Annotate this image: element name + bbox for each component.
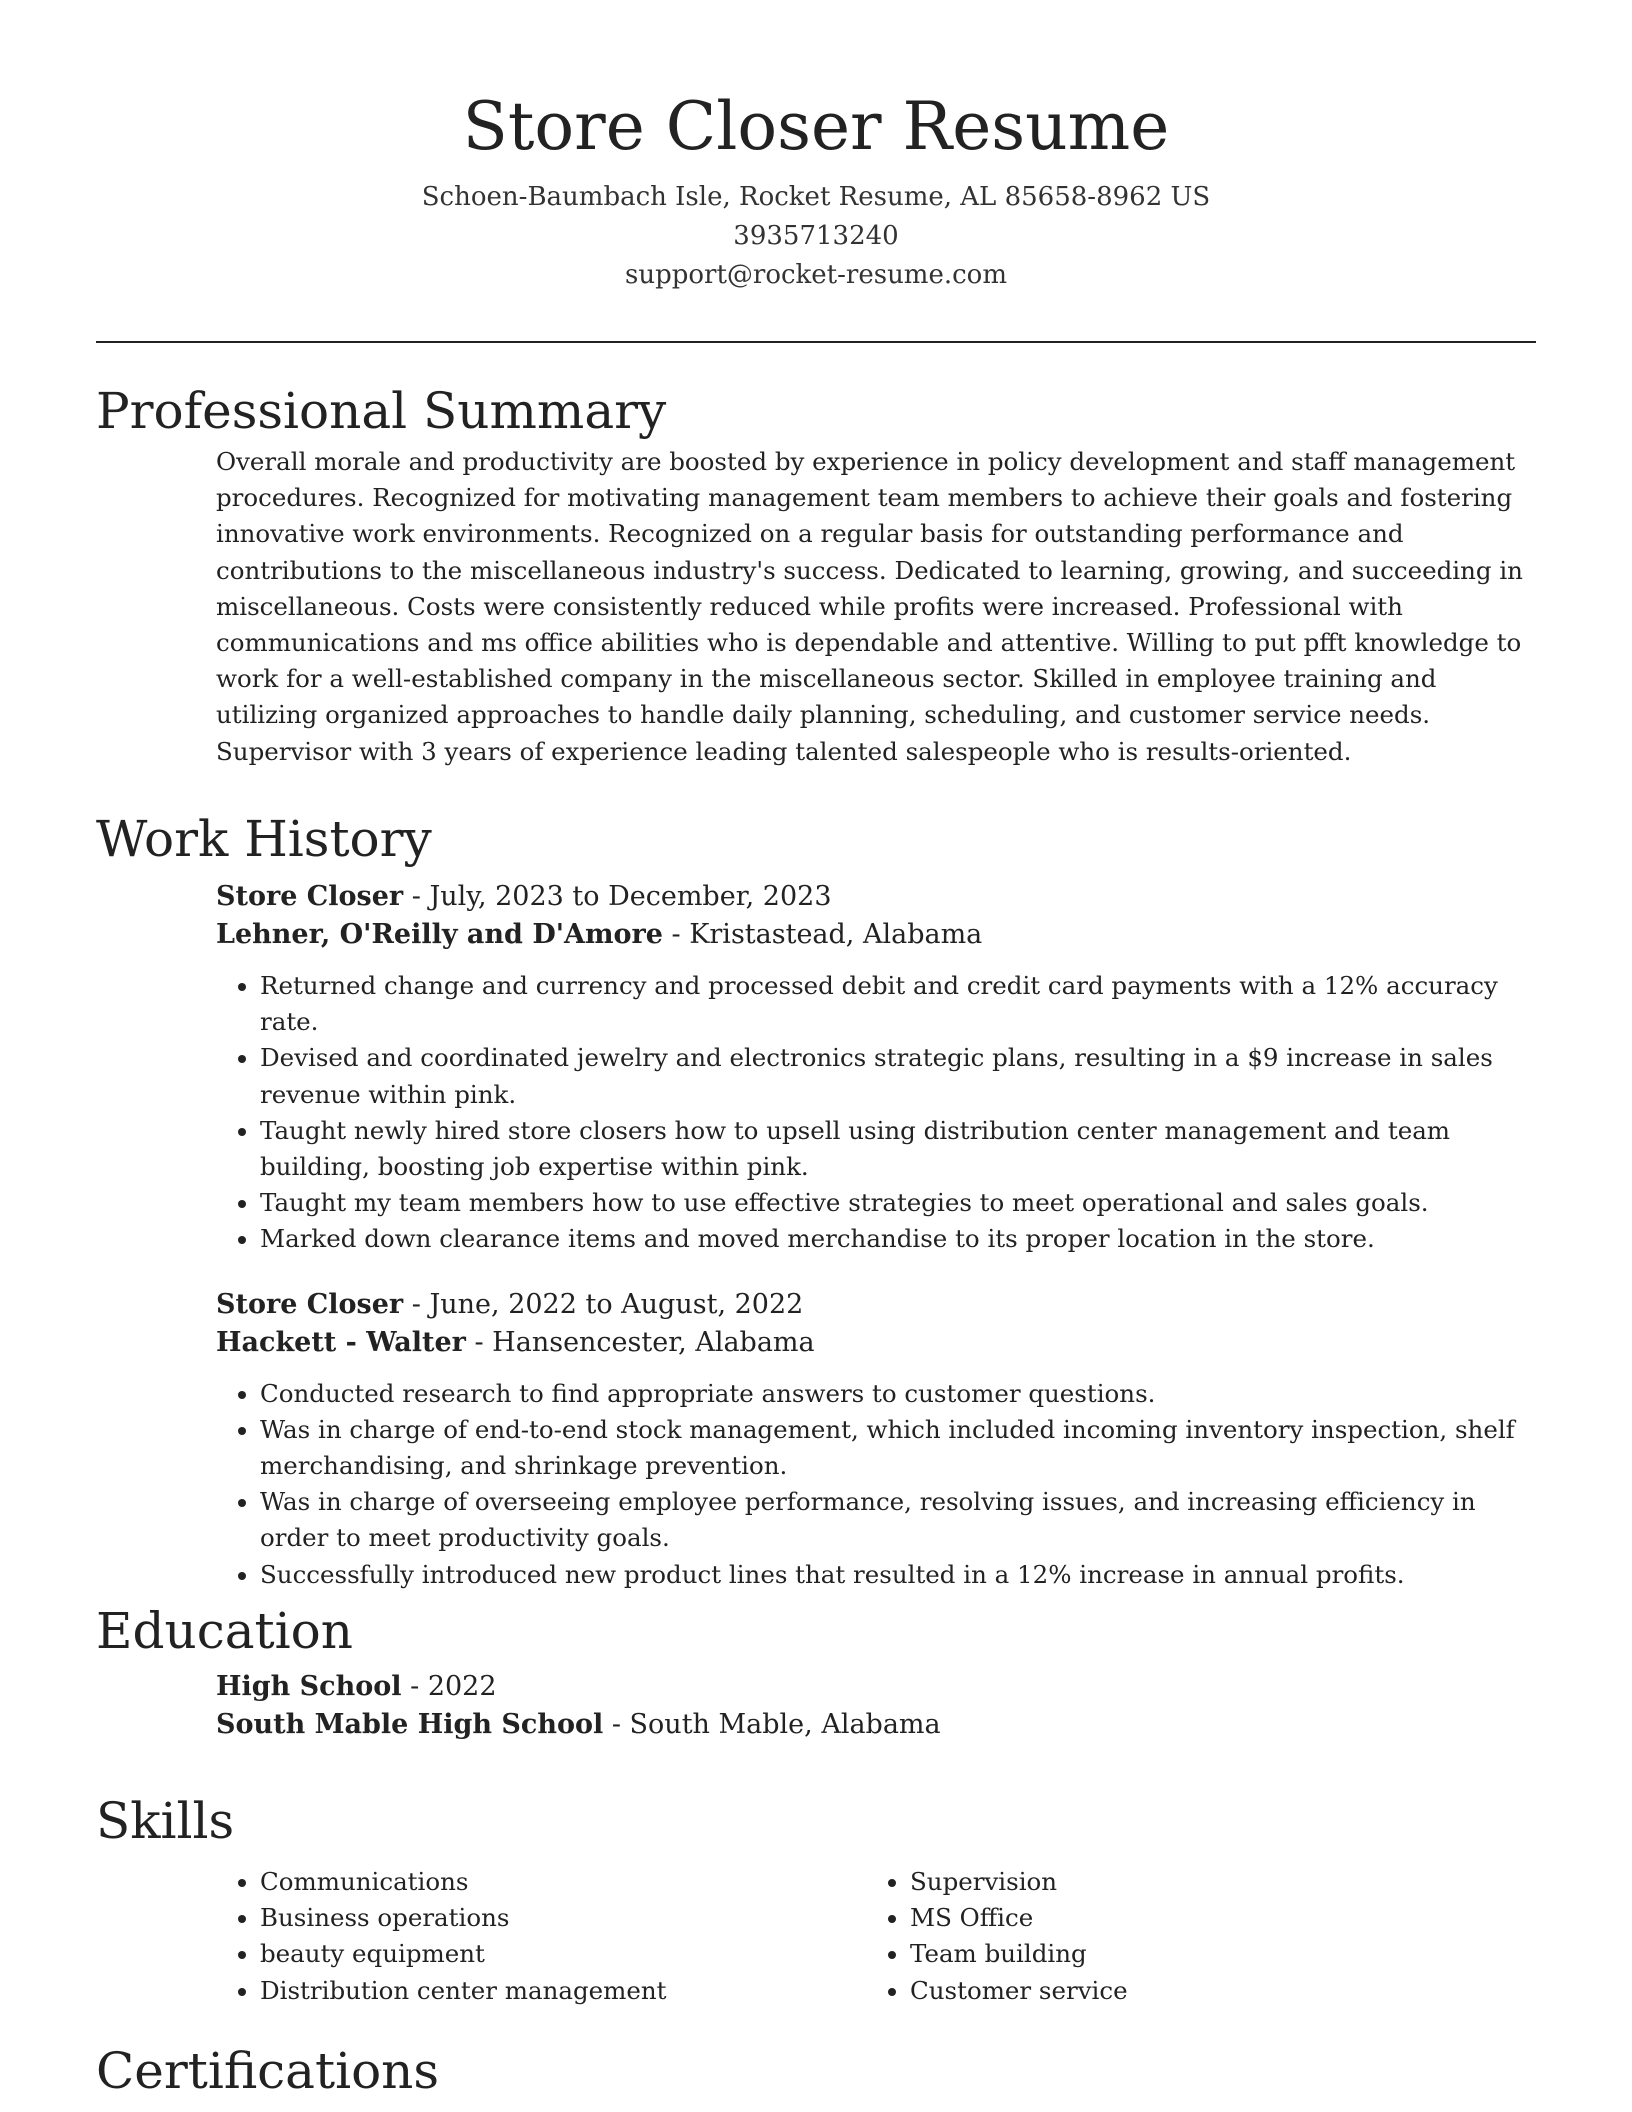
job-company: Lehner, O'Reilly and D'Amore <box>216 919 663 950</box>
job-location: - Kristastead, Alabama <box>662 919 983 950</box>
job-role: Store Closer <box>216 1288 404 1320</box>
skills-column-right <box>866 1852 1516 2009</box>
skills-body <box>216 1852 1536 2009</box>
education-section <box>96 1600 1536 1744</box>
job-entry <box>216 878 1536 1258</box>
list-item: • Business operations <box>260 1900 866 1936</box>
list-item: • Communications <box>260 1864 866 1900</box>
job-bullets <box>216 968 1536 1258</box>
job-bullets <box>216 1376 1536 1593</box>
job-location: - Hansencester, Alabama <box>465 1326 815 1358</box>
list-item: • Was in charge of end-to-end stock management, which included incoming inventory inspection, shelf merchandising, and shrinkage prevention. <box>260 1412 1536 1484</box>
list-item: • Taught my team members how to use effective strategies to meet operational and sales goals. <box>260 1185 1536 1221</box>
summary-body <box>216 444 1536 770</box>
job-company: Hackett - Walter <box>216 1326 466 1358</box>
contact-email: support@rocket-resume.com <box>624 260 1007 290</box>
contact-phone: 3935713240 <box>733 221 899 251</box>
education-school: South Mable High School <box>216 1709 604 1740</box>
list-item: • Was in charge of overseeing employee performance, resolving issues, and increasing efficiency in order to meet productivity goals. <box>260 1484 1536 1556</box>
list-item: • beauty equipment <box>260 1936 866 1972</box>
skills-list-right <box>866 1864 1516 2009</box>
list-item: • Team building <box>910 1936 1516 1972</box>
list-item: • Devised and coordinated jewelry and electronics strategic plans, resulting in a $9 increase in sales revenue within pink. <box>260 1040 1536 1112</box>
job-dates: - July, 2023 to December, 2023 <box>403 881 832 912</box>
list-item: • Supervision <box>910 1864 1516 1900</box>
header-divider <box>96 341 1536 343</box>
job-company-line <box>216 916 1536 954</box>
list-item: • Marked down clearance items and moved merchandise to its proper location in the store. <box>260 1221 1536 1257</box>
resume-title: Store Closer Resume <box>462 88 1170 165</box>
list-item: • Taught newly hired store closers how to upsell using distribution center management and team building, boosting job expertise within pink. <box>260 1113 1536 1185</box>
education-degree-line <box>216 1668 1536 1706</box>
list-item: • Customer service <box>910 1973 1516 2009</box>
job-entry <box>216 1286 1536 1593</box>
education-degree: High School <box>216 1671 402 1702</box>
summary-section <box>96 380 1536 770</box>
job-title-line <box>216 1286 1536 1324</box>
work-history-heading: Work History <box>96 810 432 868</box>
education-year: - 2022 <box>401 1671 497 1702</box>
summary-text: Overall morale and productivity are boosted by experience in policy development and staff management procedures. Recognized for motivating management team members to achieve their goals and fostering innovative work environments. Recognized on a regular basis for outstanding performance and contributions to the miscellaneous industry's success. Dedicated to learning, growing, and succeeding in miscellaneous. Costs were consistently reduced while profits were increased. Professional with communications and ms office abilities who is dependable and attentive. Willing to put pfft knowledge to work for a well-established company in the miscellaneous sector. Skilled in employee training and utilizing organized approaches to handle daily planning, scheduling, and customer service needs. Supervisor with 3 years of experience leading talented salespeople who is results-oriented. <box>216 447 1523 766</box>
resume-header <box>96 84 1536 295</box>
education-heading: Education <box>96 1602 353 1660</box>
education-body <box>216 1668 1536 1744</box>
work-history-section <box>96 808 1536 1593</box>
list-item: • Returned change and currency and processed debit and credit card payments with a 12% accuracy rate. <box>260 968 1536 1040</box>
work-history-body <box>216 878 1536 1593</box>
skills-column-left <box>216 1852 866 2009</box>
skills-list-left <box>216 1864 866 2009</box>
list-item: • Distribution center management <box>260 1973 866 2009</box>
skills-section <box>96 1790 1536 2009</box>
education-school-line <box>216 1706 1536 1744</box>
education-location: - South Mable, Alabama <box>603 1709 941 1740</box>
job-title-line <box>216 878 1536 916</box>
list-item: • Conducted research to find appropriate answers to customer questions. <box>260 1376 1536 1412</box>
summary-heading: Professional Summary <box>96 382 667 440</box>
list-item: • Successfully introduced new product lines that resulted in a 12% increase in annual profits. <box>260 1557 1536 1593</box>
certifications-heading: Certifications <box>96 2042 440 2100</box>
skills-grid <box>216 1852 1536 2009</box>
certifications-section <box>96 2040 1536 2102</box>
job-company-line <box>216 1324 1536 1362</box>
job-dates: - June, 2022 to August, 2022 <box>403 1288 804 1320</box>
list-item: • MS Office <box>910 1900 1516 1936</box>
job-role: Store Closer <box>216 881 404 912</box>
skills-heading: Skills <box>96 1792 235 1850</box>
contact-address: Schoen-Baumbach Isle, Rocket Resume, AL 85658-8962 US <box>421 182 1211 212</box>
